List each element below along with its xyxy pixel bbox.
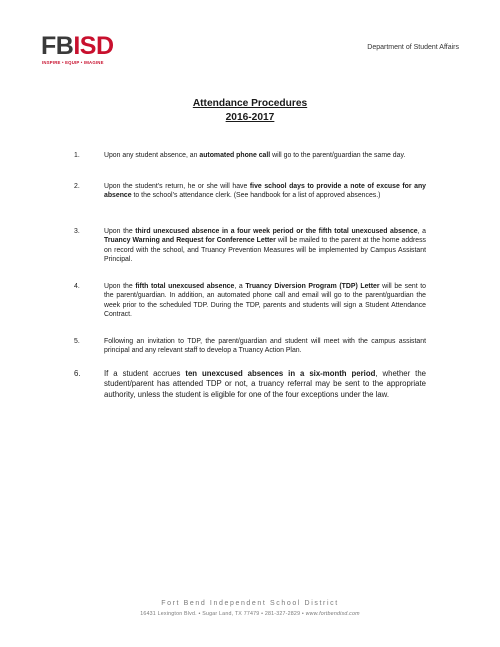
item-text: [104, 227, 426, 265]
item-text-segment: Following an invitation to TDP, the parent/guardian and student will meet with the campus assistant principal and any relevant staff to develop a Truancy Action Plan.: [104, 338, 426, 355]
item-emphasis: automated phone call: [199, 152, 271, 159]
item-number: 1.: [74, 152, 80, 159]
procedure-item: [74, 227, 426, 265]
logo-tagline: INSPIRE • EQUIP • IMAGINE: [42, 60, 104, 65]
item-emphasis: five school days to provide a note of excuse for any absence: [104, 183, 426, 200]
item-text-segment: Upon the: [104, 228, 136, 235]
item-text-segment: , a: [417, 228, 426, 235]
footer-address: 16431 Lexington Blvd. • Sugar Land, TX 77479 • 281-327-2829 •: [140, 611, 306, 617]
item-emphasis: Truancy Warning and Request for Conference Letter: [104, 237, 276, 245]
item-text-segment: will go to the parent/guardian the same day.: [270, 152, 406, 159]
item-number: 5.: [74, 338, 80, 345]
item-number: 2.: [74, 183, 80, 190]
procedure-item: [74, 369, 426, 400]
procedure-item: [74, 337, 426, 356]
footer-website[interactable]: www.fortbendisd.com: [305, 611, 360, 617]
item-text-segment: Upon the student’s return, he or she will have: [104, 183, 250, 190]
logo-wordmark: FBISD: [41, 32, 114, 60]
item-text-segment: will be mailed to the parent at the home address on record with the school, and Truancy Prevention Measures will be implemented by Campus Assistant Principal.: [104, 237, 426, 264]
footer-district: Fort Bend Independent School District: [161, 600, 339, 607]
item-text: [104, 151, 426, 160]
department-name: Department of Student Affairs: [367, 44, 459, 51]
document-title: Attendance Procedures: [192, 98, 308, 109]
procedure-item: [74, 182, 426, 201]
item-text: [104, 369, 426, 400]
item-number: 3.: [74, 228, 80, 235]
item-number: 6.: [74, 369, 81, 378]
procedure-item: [74, 282, 426, 320]
item-text: [104, 282, 426, 320]
item-text-segment: Upon the: [104, 283, 136, 290]
item-emphasis: Truancy Diversion Program (TDP) Letter: [245, 283, 380, 290]
item-text: [104, 182, 426, 201]
item-text-segment: , a: [234, 283, 246, 290]
item-text-segment: , whether the student/parent has attended TDP or not, a truancy referral may be sent to the appropriate authority, unless the student is eligible for one of the four exceptions under the law.: [104, 369, 427, 399]
procedure-item: [74, 151, 426, 160]
item-text-segment: If a student accrues: [104, 369, 186, 378]
document-year: 2016-2017: [225, 112, 275, 123]
item-text-segment: Upon any student absence, an: [104, 152, 200, 159]
item-emphasis: third unexcused absence in a four week period or the fifth total unexcused absence: [135, 228, 418, 235]
item-emphasis: fifth total unexcused absence: [135, 283, 235, 290]
item-text-segment: will be sent to the parent/guardian. In addition, an automated phone call and email will go to the parent/guardian the week prior to the scheduled TDP. During the TDP, parents and students will sign a Student Attendance Contract.: [104, 283, 427, 319]
fbisd-logo: [41, 33, 119, 67]
item-text-segment: to the school’s attendance clerk. (See handbook for a list of approved absences.): [131, 192, 381, 200]
item-emphasis: ten unexcused absences in a six-month period: [185, 369, 376, 378]
footer-contact: [0, 611, 500, 617]
item-text: [104, 337, 426, 356]
item-number: 4.: [74, 283, 80, 290]
